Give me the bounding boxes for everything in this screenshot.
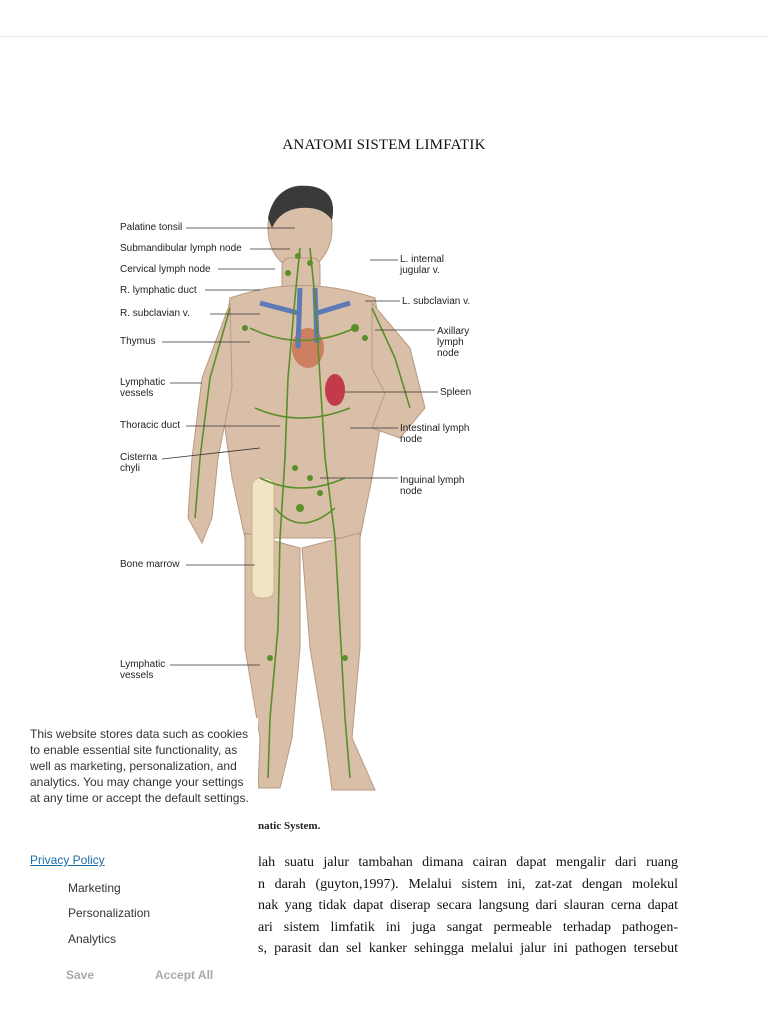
label-line: Cisterna	[120, 452, 158, 463]
body-line: nak yang tidak dapat diserap secara langsung dari slauran cerna dapat	[258, 898, 678, 913]
label-lymphatic-vessels-lower	[120, 659, 165, 681]
privacy-policy-link[interactable]: Privacy Policy	[30, 853, 105, 867]
label-line: node	[400, 434, 423, 445]
label-palatine-tonsil: Palatine tonsil	[120, 222, 183, 233]
accept-all-button[interactable]: Accept All	[155, 968, 214, 982]
body-line: s, parasit dan sel kanker sehingga melalui jalur ini pathogen tersebut	[258, 941, 678, 956]
label-line: Intestinal lymph	[400, 423, 470, 434]
label-line: Lymphatic	[120, 377, 166, 388]
label-intestinal-lymph-node	[400, 423, 469, 445]
label-spleen: Spleen	[440, 387, 472, 398]
label-thymus: Thymus	[120, 336, 156, 347]
label-line: node	[400, 486, 423, 497]
save-button[interactable]: Save	[66, 968, 95, 982]
body-line: ari sistem limfatik ini juga sangat permeable terhadap pathogen-	[258, 919, 678, 935]
lymphatic-system-figure	[110, 178, 500, 808]
label-r-lymphatic-duct: R. lymphatic duct	[120, 285, 197, 296]
label-l-subclavian: L. subclavian v.	[402, 296, 471, 307]
body-paragraph	[258, 852, 678, 960]
label-line: chyli	[120, 463, 141, 474]
label-thoracic-duct: Thoracic duct	[120, 420, 181, 431]
label-axillary-lymph-node	[437, 326, 469, 359]
label-l-internal-jugular	[400, 254, 444, 276]
body-line: n darah (guyton,1997). Melalui sistem ini, zat-zat dengan molekul	[258, 876, 678, 892]
cookie-category-personalization[interactable]: Personalization	[68, 906, 151, 920]
cookie-category-analytics[interactable]: Analytics	[68, 932, 117, 946]
label-lymphatic-vessels-upper	[120, 377, 165, 399]
label-line: node	[437, 348, 460, 359]
label-line: jugular v.	[400, 265, 440, 276]
label-r-subclavian: R. subclavian v.	[120, 308, 190, 319]
label-line: vessels	[120, 670, 154, 681]
label-submandibular-lymph-node: Submandibular lymph node	[120, 243, 242, 254]
label-line: Axillary	[437, 326, 470, 337]
top-bar	[0, 0, 768, 37]
cookie-category-marketing[interactable]: Marketing	[68, 881, 121, 895]
figure-caption: natic System.	[258, 820, 321, 832]
label-line: L. internal	[400, 254, 444, 265]
label-line: vessels	[120, 388, 154, 399]
label-line: Inguinal lymph	[400, 475, 465, 486]
document-title: ANATOMI SISTEM LIMFATIK	[282, 137, 486, 153]
cookie-message: This website stores data such as cookies to enable essential site functionality, as well as marketing, personalization, and analytics. You may change your settings at any time or accept the default settings.	[30, 727, 249, 805]
label-bone-marrow: Bone marrow	[120, 559, 180, 570]
label-line: lymph	[437, 337, 464, 348]
label-line: Lymphatic	[120, 659, 166, 670]
cookie-banner	[22, 718, 258, 1024]
label-cervical-lymph-node: Cervical lymph node	[120, 264, 211, 275]
body-line: lah suatu jalur tambahan dimana cairan dapat mengalir dari ruang	[258, 855, 678, 870]
label-cisterna-chyli	[120, 452, 157, 474]
label-inguinal-lymph-node	[400, 475, 464, 497]
